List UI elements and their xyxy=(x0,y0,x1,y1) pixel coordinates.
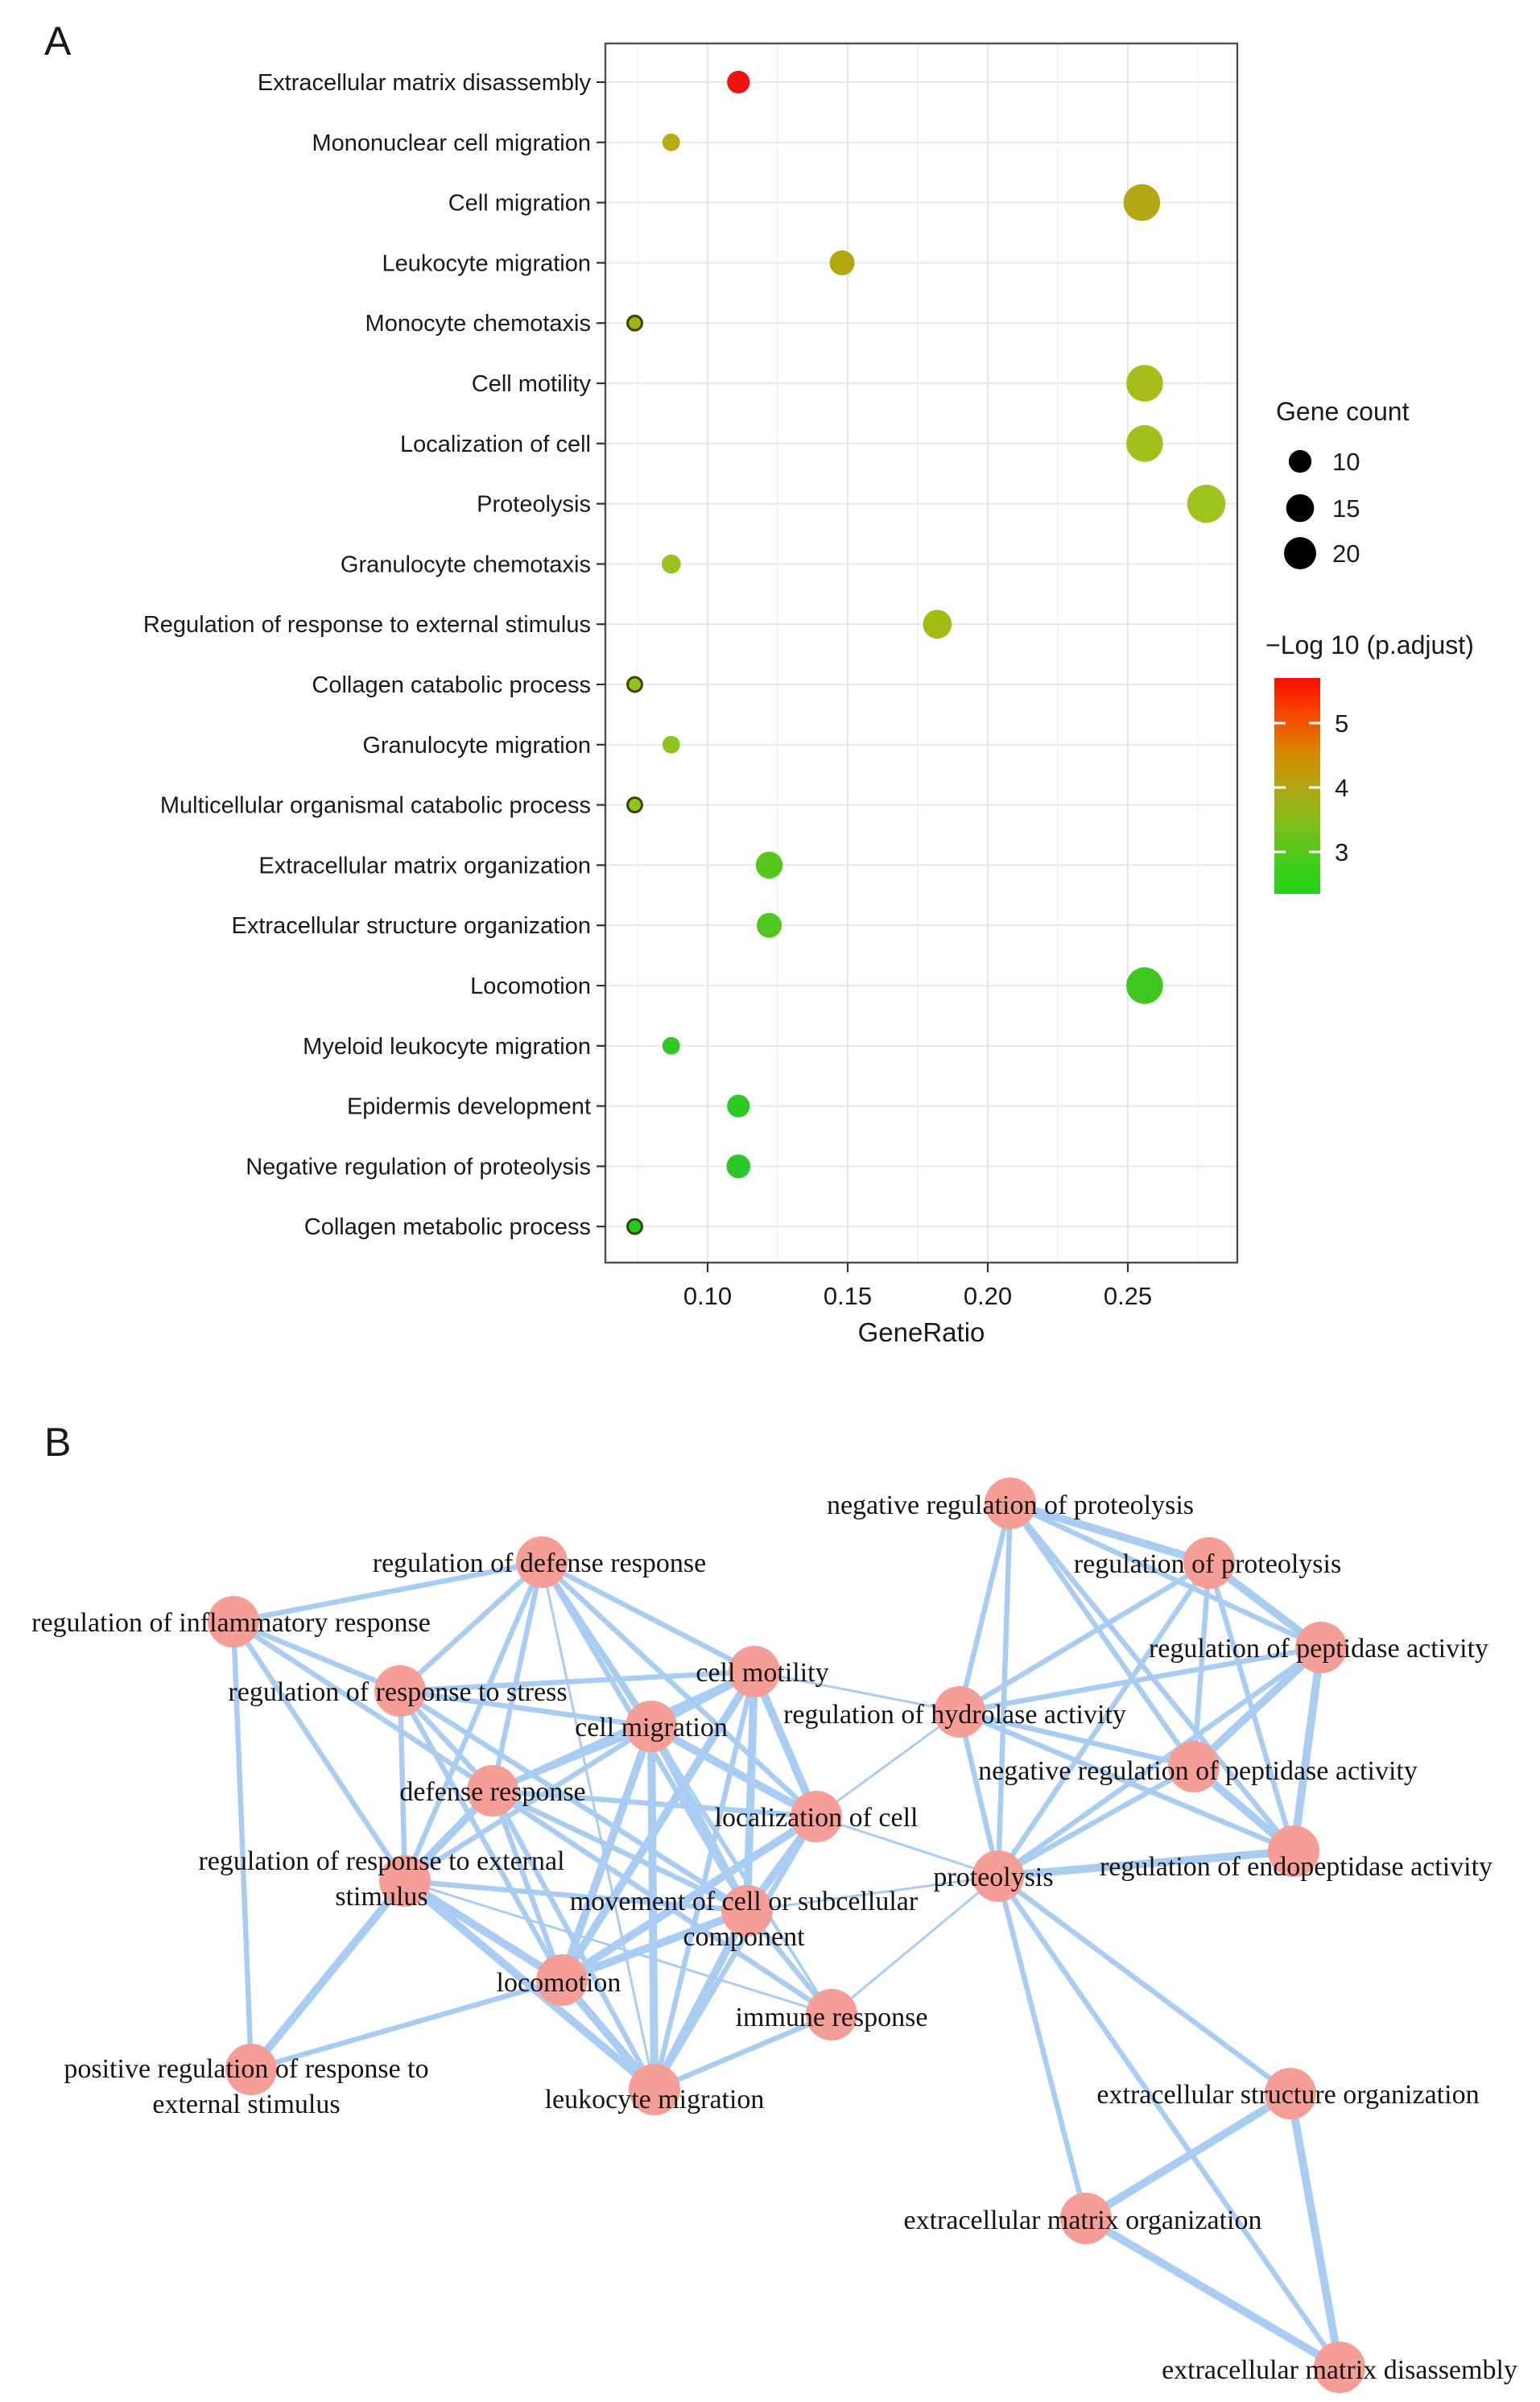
y-axis-label: Extracellular matrix disassembly xyxy=(257,70,591,96)
node-label-rrs: regulation of response to stress xyxy=(228,1677,568,1707)
node-label-pl: proteolysis xyxy=(933,1862,1054,1892)
edge-emo-emd xyxy=(1086,2218,1340,2367)
legend-size-dot xyxy=(1284,537,1316,569)
y-axis-label: Epidermis development xyxy=(346,1094,591,1120)
y-axis-label: Proteolysis xyxy=(477,491,591,518)
node-label-prres: external stimulus xyxy=(152,2090,341,2119)
node-label-emo: extracellular matrix organization xyxy=(903,2206,1262,2235)
y-axis-label: Extracellular matrix organization xyxy=(258,853,591,879)
node-label-loc: localization of cell xyxy=(714,1803,919,1833)
node-label-nrpa: negative regulation of peptidase activity xyxy=(978,1756,1418,1786)
y-axis-label: Extracellular structure organization xyxy=(231,913,591,940)
y-axis-label: Collagen metabolic process xyxy=(303,1214,591,1241)
y-axis-label: Multicellular organismal catabolic process xyxy=(159,792,591,819)
dot-monocyte-chemotaxis xyxy=(628,316,642,330)
node-label-ir: immune response xyxy=(735,2003,928,2032)
panel-b-label: B xyxy=(44,1420,72,1465)
dot-granulocyte-migration xyxy=(663,736,680,754)
node-label-rp: regulation of proteolysis xyxy=(1073,1549,1342,1579)
node-label-rha: regulation of hydrolase activity xyxy=(783,1700,1126,1730)
dot-granulocyte-chemotaxis xyxy=(662,555,681,574)
dot-cell-migration xyxy=(1124,184,1161,221)
edge-rp-rea xyxy=(1209,1563,1294,1851)
legend-color-title: −Log 10 (p.adjust) xyxy=(1265,630,1474,659)
node-label-prres: positive regulation of response to xyxy=(64,2054,429,2084)
node-label-dr: defense response xyxy=(399,1777,586,1807)
panel-a-plot xyxy=(143,43,1237,1347)
dot-cell-motility xyxy=(1126,365,1163,402)
panel-a-label: A xyxy=(44,19,72,64)
legend-color-value: 3 xyxy=(1335,838,1349,866)
edge-eso-emd xyxy=(1290,2094,1340,2367)
dot-extracellular-matrix-organization xyxy=(756,852,782,879)
x-tick-label: 0.15 xyxy=(823,1282,873,1310)
dot-extracellular-matrix-disassembly xyxy=(727,71,749,93)
dot-multicellular-organismal-catabolic-process xyxy=(628,798,642,812)
panel-a-legend xyxy=(1265,397,1474,894)
legend-color-value: 5 xyxy=(1335,709,1349,738)
y-axis-label: Negative regulation of proteolysis xyxy=(246,1154,591,1180)
dot-locomotion xyxy=(1126,967,1163,1004)
node-label-eso: extracellular structure organization xyxy=(1096,2080,1480,2110)
edge-rpa-rea xyxy=(1294,1647,1321,1851)
edge-cmg-ir xyxy=(651,1726,832,2015)
node-label-lkm: leukocyte migration xyxy=(544,2085,765,2115)
node-label-cmo: cell motility xyxy=(696,1658,829,1688)
node-label-mcs: component xyxy=(683,1922,805,1952)
legend-size-value: 10 xyxy=(1332,448,1360,476)
node-label-mcs: movement of cell or subcellular xyxy=(569,1887,919,1916)
dot-epidermis-development xyxy=(727,1094,749,1117)
x-tick-label: 0.25 xyxy=(1103,1282,1153,1310)
edge-pl-emo xyxy=(998,1876,1086,2218)
edge-rir-rres xyxy=(233,1622,405,1881)
y-axis-label: Localization of cell xyxy=(400,431,591,457)
node-label-rres: stimulus xyxy=(335,1882,428,1912)
node-label-rdr: regulation of defense response xyxy=(372,1548,707,1578)
dot-proteolysis xyxy=(1187,485,1225,523)
dot-negative-regulation-of-proteolysis xyxy=(726,1155,750,1179)
node-label-rea: regulation of endopeptidase activity xyxy=(1099,1852,1493,1882)
y-axis-label: Granulocyte chemotaxis xyxy=(340,552,591,578)
legend-size-value: 20 xyxy=(1332,540,1360,568)
node-label-lm: locomotion xyxy=(496,1968,621,1998)
legend-color-value: 4 xyxy=(1335,774,1349,802)
dot-extracellular-structure-organization xyxy=(757,913,782,938)
edge-eso-emo xyxy=(1086,2094,1290,2218)
y-axis-label: Collagen catabolic process xyxy=(312,672,591,698)
y-axis-label: Regulation of response to external stimulus xyxy=(142,612,591,639)
x-tick-label: 0.20 xyxy=(963,1282,1013,1310)
dot-collagen-catabolic-process xyxy=(628,677,642,692)
y-axis-label: Monocyte chemotaxis xyxy=(365,311,591,337)
node-label-rir: regulation of inflammatory response xyxy=(31,1608,431,1638)
dot-regulation-of-response-to-external-stimulus xyxy=(923,610,952,639)
legend-size-value: 15 xyxy=(1332,494,1360,523)
node-label-rpa: regulation of peptidase activity xyxy=(1148,1634,1489,1664)
legend-color-bar xyxy=(1274,678,1320,894)
y-axis-label: Cell motility xyxy=(471,371,591,397)
node-label-cmg: cell migration xyxy=(575,1713,728,1743)
legend-size-dot xyxy=(1289,450,1311,473)
y-axis-label: Leukocyte migration xyxy=(382,250,591,277)
edge-pl-emd xyxy=(998,1876,1340,2367)
x-tick-label: 0.10 xyxy=(683,1282,733,1310)
node-label-emd: extracellular matrix disassembly xyxy=(1162,2355,1517,2385)
dot-leukocyte-migration xyxy=(830,250,855,275)
node-label-nrp: negative regulation of proteolysis xyxy=(826,1490,1195,1520)
y-axis-label: Granulocyte migration xyxy=(362,732,591,759)
panel-b-network xyxy=(0,1409,1540,2402)
legend-size-title: Gene count xyxy=(1276,397,1410,426)
y-axis-label: Mononuclear cell migration xyxy=(312,130,591,156)
y-axis-label: Myeloid leukocyte migration xyxy=(303,1033,591,1060)
y-axis-label: Cell migration xyxy=(448,190,591,217)
edge-pl-eso xyxy=(998,1876,1290,2094)
legend-size-dot xyxy=(1286,494,1315,523)
dot-myeloid-leukocyte-migration xyxy=(663,1037,680,1055)
y-axis-label: Locomotion xyxy=(470,974,591,999)
node-label-rres: regulation of response to external xyxy=(198,1846,565,1876)
dot-localization-of-cell xyxy=(1126,425,1163,462)
dot-collagen-metabolic-process xyxy=(628,1219,642,1234)
x-axis-title: GeneRatio xyxy=(857,1317,985,1347)
dot-mononuclear-cell-migration xyxy=(663,134,680,151)
